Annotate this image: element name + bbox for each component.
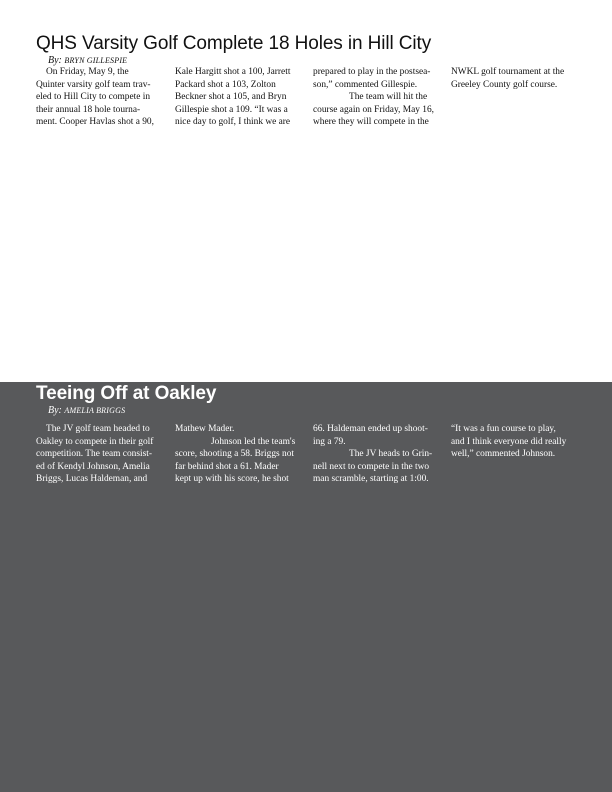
- text-line: Johnson led the team's: [211, 436, 296, 447]
- text-line: course again on Friday, May 16,: [313, 104, 434, 115]
- article-column-2: [175, 423, 303, 486]
- article-column-2: [175, 66, 303, 129]
- text-line: Briggs, Lucas Haldeman, and: [36, 474, 148, 484]
- text-line: Quinter varsity golf team trav-: [36, 79, 151, 90]
- text-line: Beckner shot a 105, and Bryn: [175, 92, 287, 102]
- text-line: The team will hit the: [349, 92, 428, 102]
- text-line: ing a 79.: [313, 436, 346, 447]
- article-column-1: [36, 66, 164, 129]
- text-line: Gillespie shot a 109. “It was a: [175, 104, 288, 115]
- text-line: 66. Haldeman ended up shoot-: [313, 424, 428, 434]
- text-line: Oakley to compete in their golf: [36, 436, 154, 447]
- text-line: well,” commented Johnson.: [451, 449, 556, 459]
- text-line: NWKL golf tournament at the: [451, 67, 565, 77]
- text-line: On Friday, May 9, the: [46, 67, 129, 77]
- byline-author: BRYN GILLESPIE: [64, 56, 128, 65]
- text-line: Packard shot a 103, Zolton: [175, 79, 276, 90]
- text-line: Mathew Mader.: [175, 424, 235, 434]
- byline: [48, 55, 127, 66]
- byline-prefix: By:: [48, 55, 62, 66]
- text-line: The JV golf team headed to: [46, 424, 150, 434]
- text-line: The JV heads to Grin-: [349, 449, 433, 459]
- text-line: where they will compete in the: [313, 117, 429, 127]
- text-line: Kale Hargitt shot a 100, Jarrett: [175, 67, 291, 77]
- article-teeing-off-at-oakley: [0, 382, 612, 792]
- article-column-1: [36, 423, 164, 486]
- article-qhs-varsity-golf: [0, 0, 612, 382]
- text-line: far behind shot a 61. Mader: [175, 461, 279, 472]
- byline: [48, 405, 125, 416]
- text-line: their annual 18 hole tourna-: [36, 104, 141, 115]
- byline-author: AMELIA BRIGGS: [64, 406, 126, 415]
- text-line: prepared to play in the postsea-: [313, 67, 431, 77]
- article-column-4: [451, 66, 579, 91]
- text-line: ed of Kendyl Johnson, Amelia: [36, 461, 150, 472]
- text-line: kept up with his score, he shot: [175, 474, 289, 484]
- article-column-4: [451, 423, 579, 461]
- headline: Teeing Off at Oakley: [36, 383, 217, 404]
- text-line: Greeley County golf course.: [451, 79, 558, 90]
- byline-prefix: By:: [48, 405, 62, 416]
- text-line: nell next to compete in the two: [313, 461, 430, 472]
- text-line: “It was a fun course to play,: [451, 424, 556, 434]
- article-column-3: [313, 66, 441, 129]
- text-line: ment. Cooper Havlas shot a 90,: [36, 117, 154, 127]
- article-column-3: [313, 423, 441, 486]
- text-line: eled to Hill City to compete in: [36, 92, 151, 102]
- text-line: score, shooting a 58. Briggs not: [175, 449, 295, 459]
- text-line: man scramble, starting at 1:00.: [313, 474, 429, 484]
- text-line: and I think everyone did really: [451, 436, 567, 447]
- text-line: competition. The team consist-: [36, 449, 152, 459]
- headline: QHS Varsity Golf Complete 18 Holes in Hill City: [36, 33, 432, 54]
- text-line: son,” commented Gillespie.: [313, 79, 418, 90]
- text-line: nice day to golf, I think we are: [175, 117, 291, 127]
